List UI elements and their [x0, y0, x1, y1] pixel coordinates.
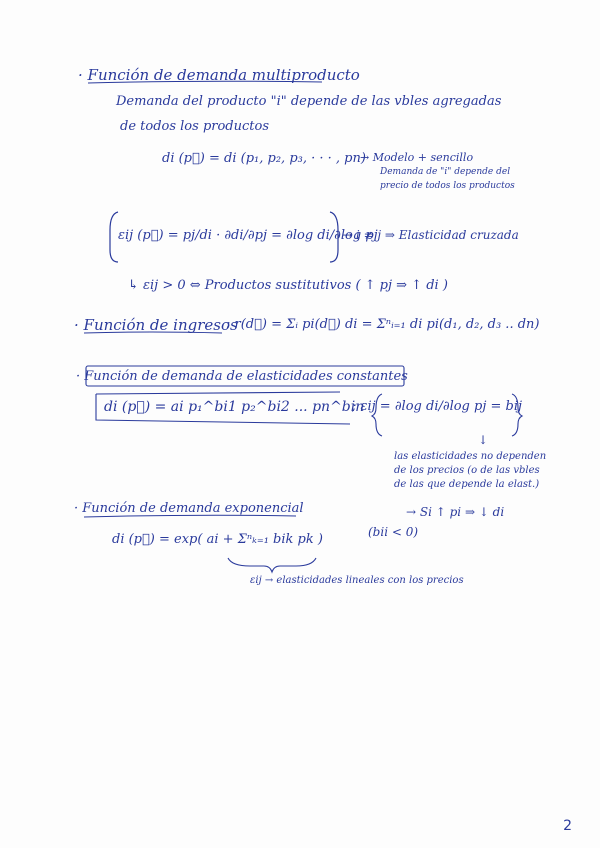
constant-note-1: las elasticidades no dependen	[394, 451, 547, 462]
model-simple-note: → Modelo + sencillo	[360, 151, 474, 164]
heading-constant-elasticity: · Función de demanda de elasticidades constantes	[76, 369, 408, 384]
constant-note-2: de los precios (o de las vbles	[394, 465, 540, 476]
multiproduct-line-1: Demanda del producto "i" depende de las vbles agregadas	[116, 94, 502, 109]
constant-note-3: de las que depende la elast.)	[394, 479, 540, 490]
multiproduct-formula: di (p⃗) = di (p₁, p₂, p₃, · · · , pn)	[162, 151, 366, 166]
exponential-condition: (bii < 0)	[368, 525, 419, 539]
arrow-down-note: ↓	[478, 433, 489, 447]
heading-exponential: · Función de demanda exponencial	[74, 501, 304, 516]
heading-multiproduct: · Función de demanda multiproducto	[78, 66, 360, 84]
page-number: 2	[563, 818, 572, 834]
exponential-arrow-note: → Si ↑ pi ⇒ ↓ di	[406, 505, 505, 519]
depends-note-1: Demanda de "i" depende del	[380, 167, 511, 177]
constant-elasticity-formula: ; εij = ∂log di/∂log pj = bij	[352, 399, 523, 414]
constant-demand-formula: di (p⃗) = ai p₁^bi1 p₂^bi2 ... pn^bin	[104, 399, 365, 415]
income-formula: : r(d⃗) = Σᵢ pi(d⃗) di = Σⁿᵢ₌₁ di pi(d₁, d₂, d₃ .. dn)	[226, 317, 540, 332]
exponential-formula: di (p⃗) = exp( ai + Σⁿₖ₌₁ bik pk )	[112, 532, 323, 547]
substitutes-note: ↳ εij > 0 ⇔ Productos sustitutivos ( ↑ pj ⇒ ↑ di )	[128, 278, 448, 293]
elasticity-formula: εij (p⃗) = pj/di · ∂di/∂pj = ∂log di/∂log pj	[118, 228, 378, 243]
multiproduct-line-2: de todos los productos	[120, 119, 269, 134]
cross-elasticity-note: → i ≠ j ⇒ Elasticidad cruzada	[342, 228, 519, 242]
heading-income: · Función de ingresos	[74, 316, 238, 334]
depends-note-2: precio de todos los productos	[380, 181, 515, 191]
linear-elasticity-note: εij → elasticidades lineales con los precios	[250, 575, 464, 586]
